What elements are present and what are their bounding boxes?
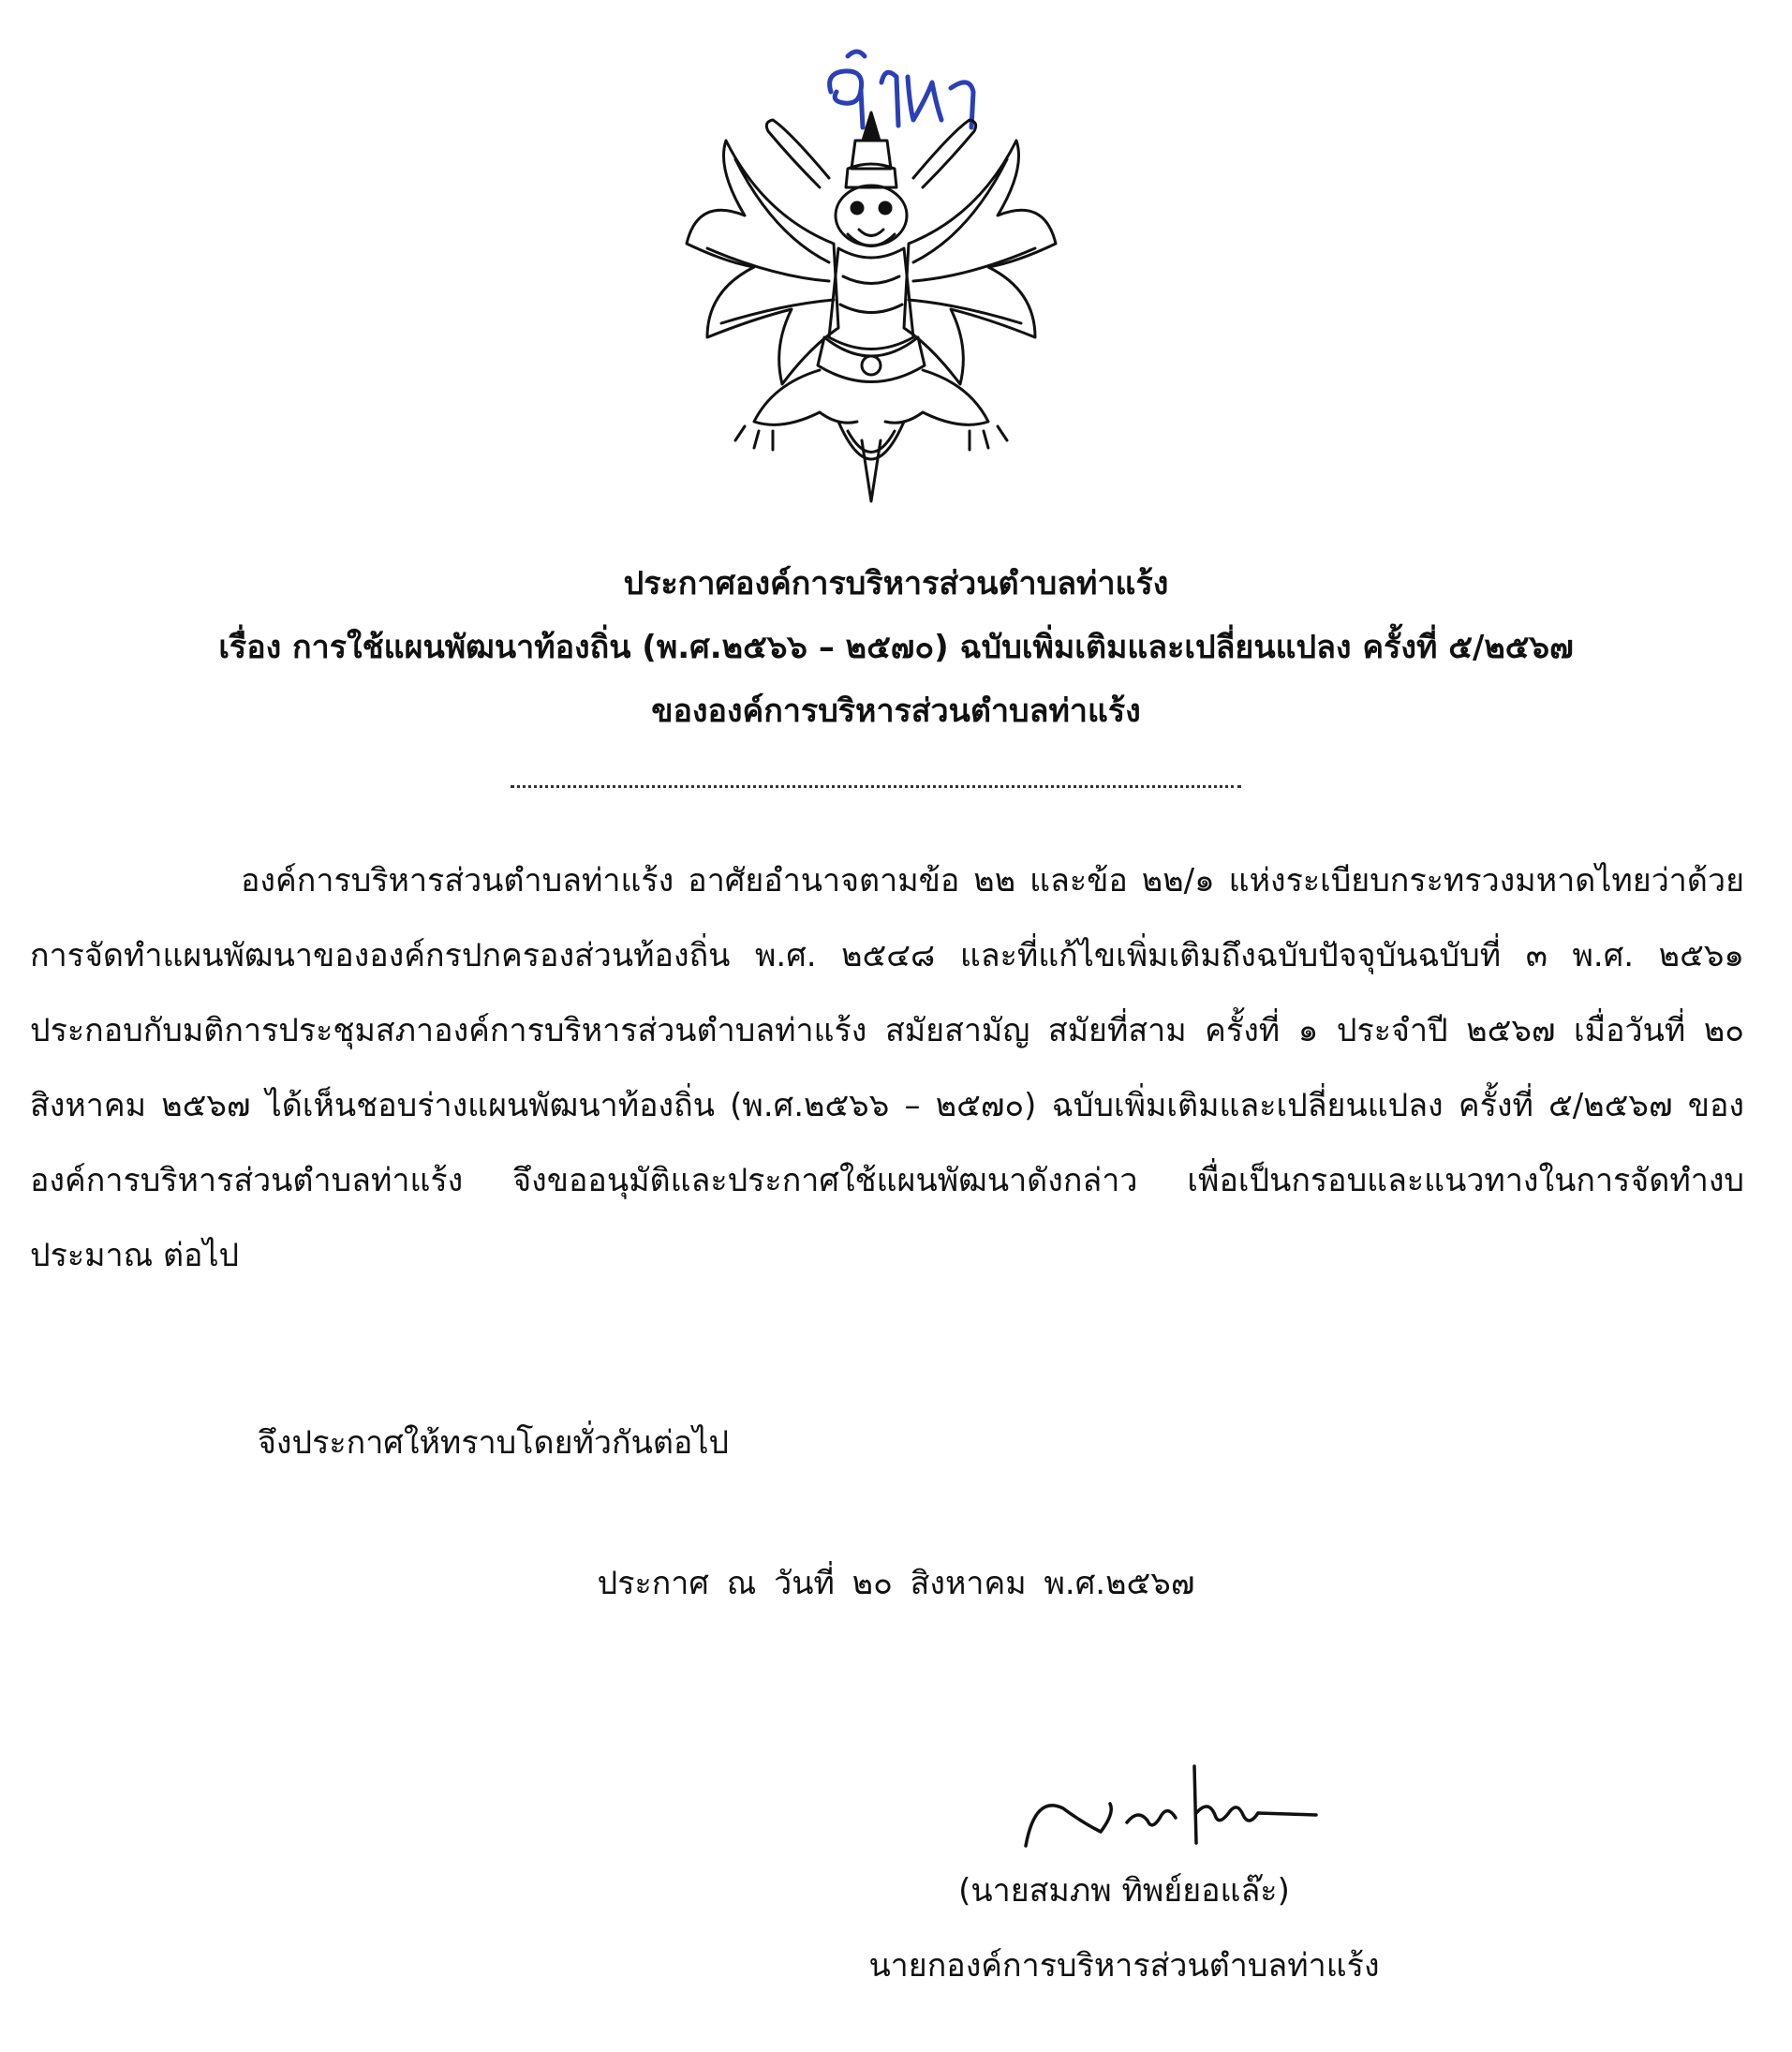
closing-statement: จึงประกาศให้ทราบโดยทั่วกันต่อไป (258, 1424, 730, 1462)
announcement-title: ประกาศองค์การบริหารส่วนตำบลท่าแร้ง (623, 565, 1169, 602)
signer-name: (นายสมภพ ทิพย์ยอแล๊ะ) (958, 1872, 1290, 1910)
announcement-subject: เรื่อง การใช้แผนพัฒนาท้องถิ่น (พ.ศ.๒๕๖๖ – ๒๕๗๐) ฉบับเพิ่มเติมและเปลี่ยนแปลง ครั้งที่ ๕/๒๕๖๗ (218, 629, 1574, 666)
signer-title: นายกองค์การบริหารส่วนตำบลท่าแร้ง (868, 1947, 1380, 1985)
body-paragraph: องค์การบริหารส่วนตำบลท่าแร้ง อาศัยอำนาจตามข้อ ๒๒ และข้อ ๒๒/๑ แห่งระเบียบกระทรวงมหาดไทยว่าด้วยการจัดทำแผนพัฒนาขององค์กรปกครองส่วนท้องถิ่น พ.ศ. ๒๕๔๘ และที่แก้ไขเพิ่มเติมถึงฉบับปัจจุบันฉบับที่ ๓ พ.ศ. ๒๕๖๑ ประกอบกับมติการประชุมสภาองค์การบริหารส่วนตำบลท่าแร้ง สมัยสามัญ สมัยที่สาม ครั้งที่ ๑ ประจำปี ๒๕๖๗ เมื่อวันที่ ๒๐ สิงหาคม ๒๕๖๗ ได้เห็นชอบร่างแผนพัฒนาท้องถิ่น (พ.ศ.๒๕๖๖ – ๒๕๗๐) ฉบับเพิ่มเติมและเปลี่ยนแปลง ครั้งที่ ๕/๒๕๖๗ ขององค์การบริหารส่วนตำบลท่าแร้ง จึงขออนุมัติและประกาศใช้แผนพัฒนาดังกล่าว เพื่อเป็นกรอบและแนวทางในการจัดทำงบประมาณ ต่อไป (30, 862, 1744, 1274)
dotted-divider (511, 785, 1241, 788)
announcement-organization: ขององค์การบริหารส่วนตำบลท่าแร้ง (651, 692, 1141, 730)
handwritten-signature (1007, 1757, 1325, 1869)
garuda-emblem-icon (679, 103, 1063, 506)
announcement-date: ประกาศ ณ วันที่ ๒๐ สิงหาคม พ.ศ.๒๕๖๗ (597, 1565, 1195, 1602)
